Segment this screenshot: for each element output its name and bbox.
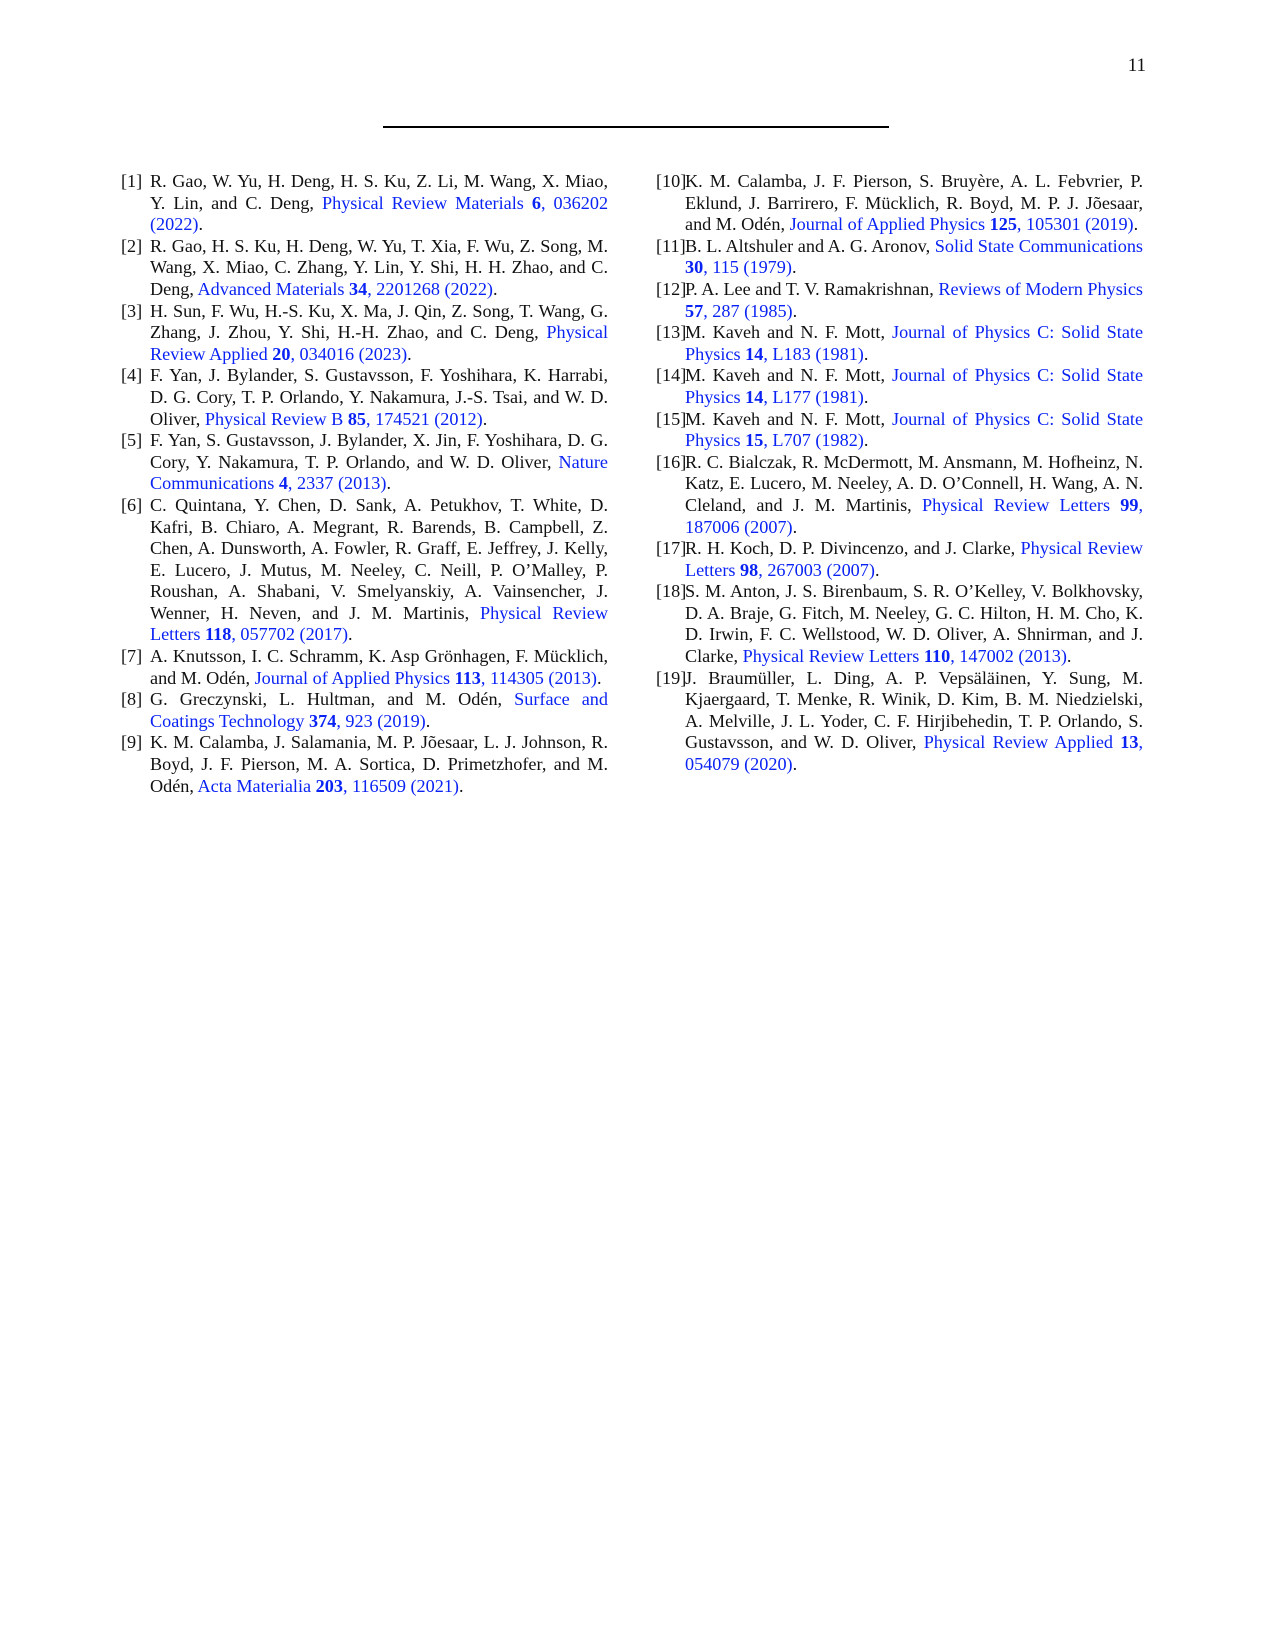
reference-authors: R. C. Bialczak, R. McDermott, M. Ansmann, M. Hofheinz, N. Katz, E. Lucero, M. Neeley, A. D. O’Connell, H. Wang, A. N. Cleland, and J. M. Martinis, [685,451,1143,515]
reference-number: [5] [121,430,143,451]
reference-number: [7] [121,646,143,667]
reference-15: [15] M. Kaveh and N. F. Mott, Journal of Physics C: Solid State Physics 15, L707 (1982). [656,408,1144,451]
header-rule [383,126,889,128]
reference-14: [14] M. Kaveh and N. F. Mott, Journal of Physics C: Solid State Physics 14, L177 (1981). [656,365,1144,407]
reference-authors: S. M. Anton, J. S. Birenbaum, S. R. O’Kelley, V. Bolkhovsky, D. A. Braje, G. Fitch, M. Neeley, G. C. Hilton, H. M. Cho, K. D. Irwin, F. C. Wellstood, W. D. Oliver, A. Shnirman, and J. Clarke, [685,581,1143,667]
reference-number: [1] [121,171,143,191]
reference-number: [14] [656,365,687,386]
reference-authors: M. Kaveh and N. F. Mott, [685,408,886,429]
reference-number: [9] [121,732,143,753]
reference-19: [19] J. Braumüller, L. Ding, A. P. Vepsäläinen, Y. Sung, M. Kjaergaard, T. Menke, R. Winik, D. Kim, B. M. Niedzielski, A. Melville, J. L. Yoder, C. F. Hirjibehedin, T. P. Orlando, S. Gustavsson, and W. D. Oliver, Physical Review Applied 13, 054079 (2020). [656,667,1143,775]
reference-link[interactable]: Journal of Applied Physics 125, 105301 (2019) [789,214,1134,235]
reference-number: [8] [121,689,143,710]
reference-link[interactable]: Physical Review Applied 13, 054079 (2020) [685,732,1143,775]
reference-authors: J. Braumüller, L. Ding, A. P. Vepsäläinen, Y. Sung, M. Kjaergaard, T. Menke, R. Winik, D. Kim, B. M. Niedzielski, A. Melville, J. L. Yoder, C. F. Hirjibehedin, T. P. Orlando, S. Gustavsson, and W. D. Oliver, [685,667,1143,753]
reference-4: [4] F. Yan, J. Bylander, S. Gustavsson, F. Yoshihara, K. Harrabi, D. G. Cory, T. P. Orlando, Y. Nakamura, J.-S. Tsai, and W. D. Oliver, Physical Review B 85, 174521 (2012). [121,365,608,429]
reference-link[interactable]: Nature Communications 4, 2337 (2013) [150,451,608,494]
reference-link[interactable]: Physical Review Applied 20, 034016 (2023) [150,322,608,364]
reference-authors: K. M. Calamba, J. Salamania, M. P. Jõesaar, L. J. Johnson, R. Boyd, J. F. Pierson, M. A. Sortica, D. Primetzhofer, and M. Odén, [150,732,608,796]
reference-link[interactable]: Physical Review Letters 98, 267003 (2007) [685,538,1143,580]
reference-link[interactable]: Journal of Applied Physics 113, 114305 (2013) [254,667,597,688]
reference-authors: C. Quintana, Y. Chen, D. Sank, A. Petukhov, T. White, D. Kafri, B. Chiaro, A. Megrant, R. Barends, B. Campbell, Z. Chen, A. Dunsworth, A. Fowler, R. Graff, E. Jeffrey, J. Kelly, E. Lucero, J. Mutus, M. Neeley, C. Neill, P. O’Malley, P. Roushan, A. Shabani, V. Smelyanskiy, A. Vainsencher, J. Wenner, H. Neven, and J. M. Martinis, [150,494,608,623]
reference-13: [13] M. Kaveh and N. F. Mott, Journal of Physics C: Solid State Physics 14, L183 (1981). [656,322,1144,364]
reference-authors: M. Kaveh and N. F. Mott, [685,365,886,386]
reference-link[interactable]: Surface and Coatings Technology 374, 923 (2019) [150,689,608,731]
reference-number: [17] [656,538,687,559]
reference-link[interactable]: Journal of Physics C: Solid State Physics 14, L183 (1981) [685,322,1144,364]
reference-link[interactable]: Physical Review Letters 118, 057702 (2017) [150,602,608,645]
reference-number: [19] [656,667,687,688]
references-column-left [121,171,608,797]
reference-authors: R. Gao, H. S. Ku, H. Deng, W. Yu, T. Xia, F. Wu, Z. Song, M. Wang, X. Miao, C. Zhang, Y. Lin, Y. Shi, H. H. Zhao, and C. Deng, [150,235,608,299]
reference-1: [1] R. Gao, W. Yu, H. Deng, H. S. Ku, Z. Li, M. Wang, X. Miao, Y. Lin, and C. Deng, Physical Review Materials 6, 036202 (2022). [121,171,609,235]
reference-link[interactable]: Reviews of Modern Physics 57, 287 (1985) [685,278,1143,321]
reference-authors: H. Sun, F. Wu, H.-S. Ku, X. Ma, J. Qin, Z. Song, T. Wang, G. Zhang, J. Zhou, Y. Shi, H.-H. Zhao, and C. Deng, [150,300,608,343]
reference-authors: F. Yan, J. Bylander, S. Gustavsson, F. Yoshihara, K. Harrabi, D. G. Cory, T. P. Orlando, Y. Nakamura, J.-S. Tsai, and W. D. Oliver, [150,365,608,429]
reference-link[interactable]: Journal of Physics C: Solid State Physics 15, L707 (1982) [685,408,1144,451]
reference-authors: R. H. Koch, D. P. Divincenzo, and J. Clarke, [685,538,1016,559]
reference-number: [6] [121,494,143,515]
reference-number: [12] [656,278,687,299]
reference-5: [5] F. Yan, S. Gustavsson, J. Bylander, X. Jin, F. Yoshihara, D. G. Cory, Y. Nakamura, T. P. Orlando, and W. D. Oliver, Nature Communications 4, 2337 (2013). [121,430,608,494]
reference-number: [18] [656,581,687,602]
reference-link[interactable]: Physical Review Letters 99, 187006 (2007) [685,494,1144,537]
reference-number: [10] [656,171,687,191]
reference-2: [2] R. Gao, H. S. Ku, H. Deng, W. Yu, T. Xia, F. Wu, Z. Song, M. Wang, X. Miao, C. Zhang, Y. Lin, Y. Shi, H. H. Zhao, and C. Deng, Advanced Materials 34, 2201268 (2022). [121,235,608,299]
reference-number: [16] [656,451,687,472]
reference-8: [8] G. Greczynski, L. Hultman, and M. Odén, Surface and Coatings Technology 374, 923 (2019). [121,689,608,731]
reference-3: [3] H. Sun, F. Wu, H.-S. Ku, X. Ma, J. Qin, Z. Song, T. Wang, G. Zhang, J. Zhou, Y. Shi, H.-H. Zhao, and C. Deng, Physical Review Applied 20, 034016 (2023). [121,300,608,364]
reference-11: [11] B. L. Altshuler and A. G. Aronov, Solid State Communications 30, 115 (1979). [656,235,1143,278]
reference-number: [2] [121,235,143,256]
reference-number: [15] [656,408,687,429]
reference-authors: M. Kaveh and N. F. Mott, [685,322,886,343]
references-column-right [656,171,1143,776]
reference-link[interactable]: Journal of Physics C: Solid State Physics 14, L177 (1981) [685,365,1144,407]
reference-link[interactable]: Solid State Communications 30, 115 (1979) [685,235,1143,278]
reference-17: [17] R. H. Koch, D. P. Divincenzo, and J. Clarke, Physical Review Letters 98, 267003 (2007). [656,538,1143,580]
reference-7: [7] A. Knutsson, I. C. Schramm, K. Asp Grönhagen, F. Mücklich, and M. Odén, Journal of Applied Physics 113, 114305 (2013). [121,646,608,688]
reference-link[interactable]: Physical Review Materials 6, 036202 (2022) [150,192,609,235]
reference-link[interactable]: Physical Review B 85, 174521 (2012) [204,408,483,429]
reference-link[interactable]: Advanced Materials 34, 2201268 (2022) [197,278,493,299]
reference-6: [6] C. Quintana, Y. Chen, D. Sank, A. Petukhov, T. White, D. Kafri, B. Chiaro, A. Megrant, R. Barends, B. Campbell, Z. Chen, A. Dunsworth, A. Fowler, R. Graff, E. Jeffrey, J. Kelly, E. Lucero, J. Mutus, M. Neeley, C. Neill, P. O’Malley, P. Roushan, A. Shabani, V. Smelyanskiy, A. Vainsencher, J. Wenner, H. Neven, and J. M. Martinis, Physical Review Letters 118, 057702 (2017). [121,494,608,645]
reference-authors: B. L. Altshuler and A. G. Aronov, [685,235,931,256]
reference-authors: P. A. Lee and T. V. Ramakrishnan, [685,278,934,299]
reference-18: [18] S. M. Anton, J. S. Birenbaum, S. R. O’Kelley, V. Bolkhovsky, D. A. Braje, G. Fitch, M. Neeley, G. C. Hilton, H. M. Cho, K. D. Irwin, F. C. Wellstood, W. D. Oliver, A. Shnirman, and J. Clarke, Physical Review Letters 110, 147002 (2013). [656,581,1143,667]
page-number: 11 [1127,55,1146,76]
reference-authors: F. Yan, S. Gustavsson, J. Bylander, X. Jin, F. Yoshihara, D. G. Cory, Y. Nakamura, T. P. Orlando, and W. D. Oliver, [150,430,608,472]
reference-number: [3] [121,300,143,321]
reference-10: [10] K. M. Calamba, J. F. Pierson, S. Bruyère, A. L. Febvrier, P. Eklund, J. Barrirero, F. Mücklich, R. Boyd, M. P. J. Jõesaar, and M. Odén, Journal of Applied Physics 125, 105301 (2019). [656,171,1143,235]
reference-number: [11] [656,235,686,256]
reference-authors: R. Gao, W. Yu, H. Deng, H. S. Ku, Z. Li, M. Wang, X. Miao, Y. Lin, and C. Deng, [150,171,608,213]
reference-12: [12] P. A. Lee and T. V. Ramakrishnan, Reviews of Modern Physics 57, 287 (1985). [656,278,1143,321]
reference-authors: G. Greczynski, L. Hultman, and M. Odén, [150,689,503,710]
reference-number: [4] [121,365,143,386]
reference-link[interactable]: Physical Review Letters 110, 147002 (2013) [742,646,1067,667]
reference-16: [16] R. C. Bialczak, R. McDermott, M. Ansmann, M. Hofheinz, N. Katz, E. Lucero, M. Neeley, A. D. O’Connell, H. Wang, A. N. Cleland, and J. M. Martinis, Physical Review Letters 99, 187006 (2007). [656,451,1144,537]
reference-number: [13] [656,322,687,343]
reference-authors: A. Knutsson, I. C. Schramm, K. Asp Grönhagen, F. Mücklich, and M. Odén, [150,646,608,688]
reference-9: [9] K. M. Calamba, J. Salamania, M. P. Jõesaar, L. J. Johnson, R. Boyd, J. F. Pierson, M. A. Sortica, D. Primetzhofer, and M. Odén, Acta Materialia 203, 116509 (2021). [121,732,608,796]
reference-authors: K. M. Calamba, J. F. Pierson, S. Bruyère, A. L. Febvrier, P. Eklund, J. Barrirero, F. Mücklich, R. Boyd, M. P. J. Jõesaar, and M. Odén, [685,171,1143,235]
reference-link[interactable]: Acta Materialia 203, 116509 (2021) [197,775,459,796]
